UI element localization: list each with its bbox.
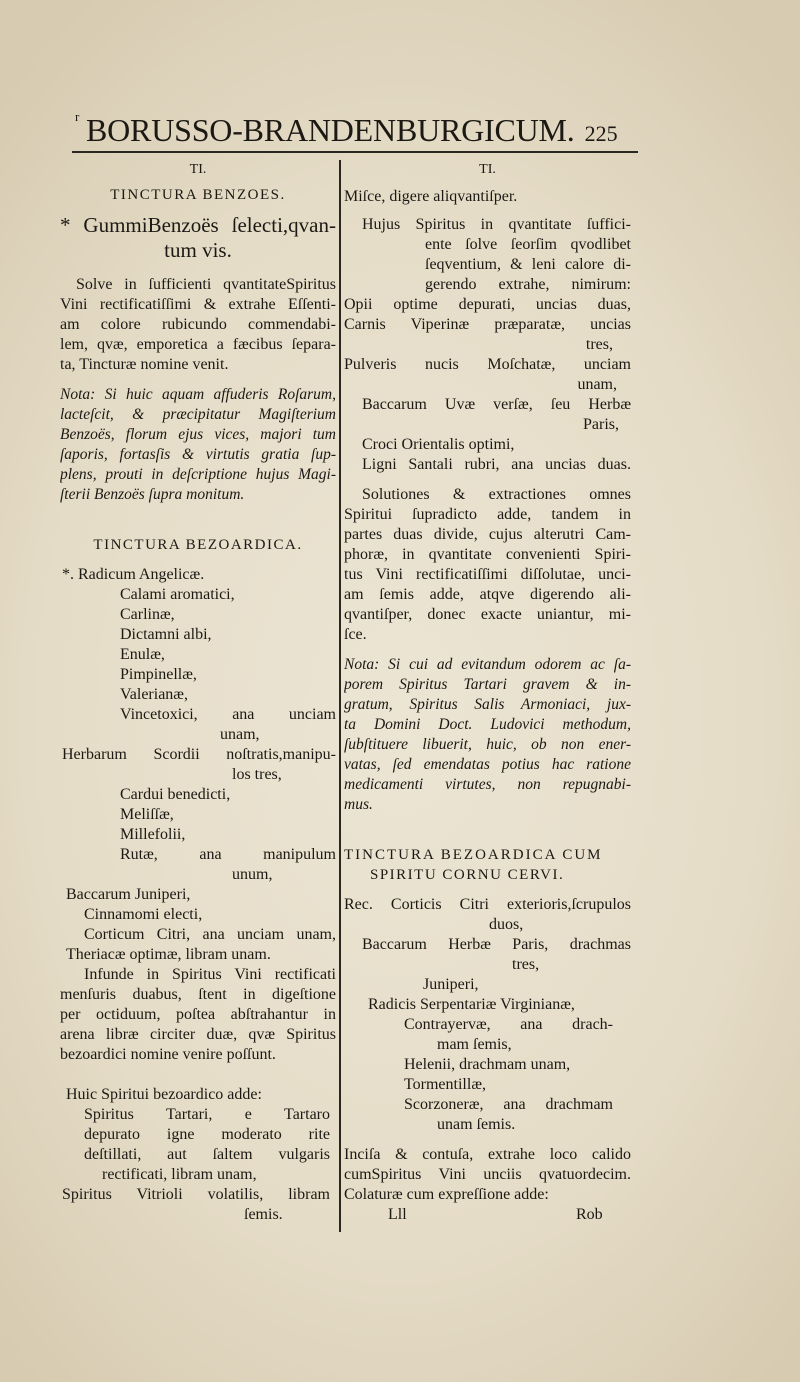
signature-mark: Lll <box>388 1206 407 1223</box>
recipe-line: mam ſemis, <box>437 1036 512 1053</box>
text-line: cumSpiritus Vini unciis qvatuordecim. <box>344 1166 631 1183</box>
recipe-line: tres, <box>512 956 540 973</box>
recipe-line: unam, <box>577 376 617 393</box>
text-line: rectificati, libram unam, <box>102 1166 257 1183</box>
recipe-line: Enulæ, <box>120 646 165 663</box>
recipe-line: Pulveris nucis Moſchatæ, unciam <box>344 356 631 373</box>
recipe-line: Pimpinellæ, <box>120 666 197 683</box>
text-line: Hujus Spiritus in qvantitate ſuffici- <box>362 216 631 233</box>
nota-line: porem Spiritus Tartari gravem & in- <box>344 676 631 693</box>
recipe-line: unam, <box>220 726 260 743</box>
text-line: Colaturæ cum expreſſione adde: <box>344 1186 549 1203</box>
nota-line: mus. <box>344 796 373 813</box>
ingredient-line: tum vis. <box>164 238 232 262</box>
nota-line: Benzoës, florum ejus vices, majori tum <box>60 426 336 443</box>
text-line: partes duas divide, cujus alterutri Cam- <box>344 526 631 543</box>
text-line: tus Vini rectificatiſſimi diſſolutae, unci- <box>344 566 631 583</box>
recipe-list <box>60 565 336 1065</box>
running-header <box>86 112 618 148</box>
text-line: Solve in ſufficienti qvantitateSpiritus <box>76 276 336 293</box>
recipe-line: Tormentillæ, <box>404 1076 486 1093</box>
nota-line: Nota: Si huic aquam affuderis Roſarum, <box>60 386 336 403</box>
column-rule <box>339 160 341 1232</box>
nota-line: ta Domini Doct. Ludovici methodum, <box>344 716 631 733</box>
left-column <box>60 160 336 1225</box>
solutions-paragraph <box>344 485 631 645</box>
text-line: bezoardici nomine venire poſſunt. <box>60 1046 276 1063</box>
recipe-line: Carlinæ, <box>120 606 175 623</box>
recipe-list <box>344 895 631 1135</box>
header-mark: r <box>75 109 80 124</box>
recipe-line: tres, <box>585 336 613 353</box>
recipe-line: Opii optime depurati, uncias duas, <box>344 296 631 313</box>
recipe-line: Radicis Serpentariæ Virginianæ, <box>368 996 575 1013</box>
method-paragraph <box>344 1145 631 1205</box>
section-heading-line: SPIRITU CORNU CERVI. <box>370 867 565 883</box>
recipe-line: Rec. Corticis Citri exterioris,ſcrupulos <box>344 896 631 913</box>
text-line: Inciſa & contuſa, extrahe loco calido <box>344 1146 631 1163</box>
recipe-line: Baccarum Juniperi, <box>66 886 191 903</box>
text-line: Spiritus Tartari, e Tartaro <box>84 1106 330 1123</box>
catchword: Rob <box>576 1206 603 1223</box>
recipe-line: Cardui benedicti, <box>120 786 231 803</box>
text-line: lem, qvæ, emporetica a fæcibus ſepara- <box>60 336 336 353</box>
nota-paragraph <box>60 385 336 505</box>
text-line: ſce. <box>344 626 367 643</box>
nota-line: ſubſtituere libuerit, huic, ob non ener- <box>344 736 631 753</box>
recipe-line: Theriacæ optimæ, libram unam. <box>66 946 271 963</box>
nota-line: medicamenti virtutes, non repugnabi- <box>344 776 631 793</box>
recipe-line: Cinnamomi electi, <box>84 906 203 923</box>
text-line: ſemis. <box>244 1206 283 1223</box>
section-heading-line: TINCTURA BEZOARDICA CUM <box>344 847 603 863</box>
recipe-line: Ligni Santali rubri, ana uncias duas. <box>362 456 631 473</box>
nota-line: gratum, Spiritus Salis Armoniaci, jux- <box>344 696 631 713</box>
text-line: Spiritui ſupradicto adde, tandem in <box>344 506 631 523</box>
recipe-line: Corticum Citri, ana unciam unam, <box>84 926 336 943</box>
recipe-line: Carnis Viperinæ præparatæ, uncias <box>344 316 631 333</box>
recipe-line: Paris, <box>583 416 619 433</box>
text-line: Solutiones & extractiones omnes <box>362 486 631 503</box>
recipe-line: Rutæ, ana manipulum <box>120 846 336 863</box>
text-line: menſuris duabus, ſtent in digeſtione <box>60 986 336 1003</box>
text-line: am ſemis adde, atqve digerendo ali- <box>344 586 631 603</box>
addition-paragraph <box>60 1085 336 1225</box>
text-line: Huic Spiritui bezoardico adde: <box>66 1086 262 1103</box>
ingredient-line: * GummiBenzoës ſelecti,qvan- <box>60 213 336 237</box>
section-number: TI. <box>479 162 496 177</box>
text-line: deſtillati, aut ſaltem vulgaris <box>84 1146 330 1163</box>
nota-line: vatas, ſed emendatas potius hac ratione <box>344 756 631 773</box>
recipe-line: Valerianæ, <box>120 686 188 703</box>
text-line: ta, Tincturæ nomine venit. <box>60 356 229 373</box>
recipe-line: Vincetoxici, ana unciam <box>120 706 336 723</box>
recipe-line: Juniperi, <box>423 976 479 993</box>
section-number: TI. <box>189 162 207 177</box>
text-line: per octiduum, poſtea abſtrahantur in <box>60 1006 336 1023</box>
section-heading <box>344 845 631 885</box>
method-paragraph <box>60 275 336 375</box>
text-line: Vini rectificatiſſimi & extrahe Eſſenti- <box>60 296 336 313</box>
nota-line: ſaporis, fortasſis & virtutis gratia ſup- <box>60 446 336 463</box>
recipe-line: Calami aromatici, <box>120 586 235 603</box>
recipe-line: unum, <box>232 866 273 883</box>
text-line: ente ſolve ſeorſim qvodlibet <box>425 236 631 253</box>
recipe-line: Baccarum Herbæ Paris, drachmas <box>362 936 631 953</box>
text-line: Infunde in Spiritus Vini rectificati <box>84 966 336 983</box>
section-heading: TINCTURA BEZOARDICA. <box>93 537 303 553</box>
text-line: Miſce, digere aliqvantiſper. <box>344 188 518 205</box>
nota-line: ſterii Benzoës ſupra monitum. <box>60 486 245 503</box>
right-column <box>344 160 631 1225</box>
recipe-line: Scorzoneræ, ana drachmam <box>404 1096 613 1113</box>
recipe-line: duos, <box>489 916 524 933</box>
nota-line: Nota: Si cui ad evitandum odorem ac ſa- <box>344 656 631 673</box>
recipe-line: Helenii, drachmam unam, <box>404 1056 571 1073</box>
page-number: 225 <box>584 121 618 146</box>
section-heading: TINCTURA BENZOES. <box>110 187 286 203</box>
nota-line: lacteſcit, & præcipitatur Magiſterium <box>60 406 336 423</box>
text-line: qvantiſper, donec exacte uniantur, mi- <box>344 606 631 623</box>
recipe-line: Meliſſæ, <box>120 806 174 823</box>
recipe-line: Contrayervæ, ana drach- <box>404 1016 613 1033</box>
header-rule <box>72 151 638 153</box>
text-line: am colore rubicundo commendabi- <box>60 316 336 333</box>
recipe-line: unam ſemis. <box>437 1116 516 1133</box>
recipe-line: *. Radicum Angelicæ. <box>62 566 205 583</box>
text-line: depurato igne moderato rite <box>84 1126 330 1143</box>
recipe-line: Baccarum Uvæ verſæ, ſeu Herbæ <box>362 396 631 413</box>
text-line: gerendo extrahe, nimirum: <box>425 276 631 293</box>
recipe-line: Herbarum Scordii noſtratis,manipu- <box>62 746 336 763</box>
page-footer <box>344 1205 631 1225</box>
recipe-line: Dictamni albi, <box>120 626 212 643</box>
recipe-line: Millefolii, <box>120 826 186 843</box>
text-line: Spiritus Vitrioli volatilis, libram <box>62 1186 330 1203</box>
extraction-paragraph <box>344 215 631 475</box>
recipe-line: los tres, <box>232 766 282 783</box>
nota-paragraph <box>344 655 631 815</box>
recipe-line: Croci Orientalis optimi, <box>362 436 515 453</box>
text-line: ſeqventium, & leni calore di- <box>425 256 631 273</box>
text-line: phoræ, in qvantitate convenienti Spiri- <box>344 546 631 563</box>
nota-line: plens, prouti in deſcriptione hujus Magi- <box>60 466 336 483</box>
page-header-title: BORUSSO-BRANDENBURGICUM. <box>86 112 575 148</box>
text-line: arena libræ circiter duæ, qvæ Spiritus <box>60 1026 336 1043</box>
